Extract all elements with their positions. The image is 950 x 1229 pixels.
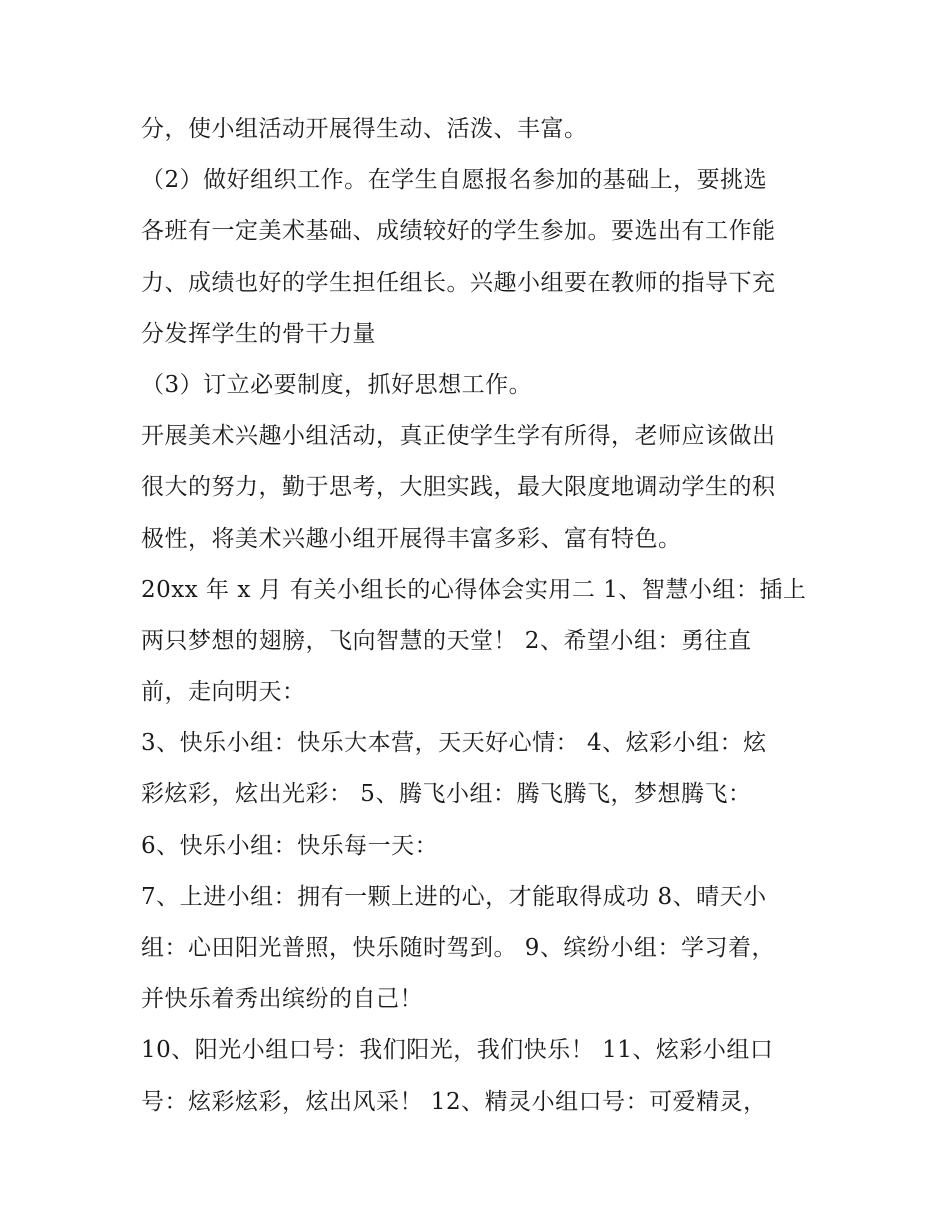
text-line: 组：心田阳光普照，快乐随时驾到。 9、缤纷小组：学习着， <box>141 935 775 961</box>
text-line: 10、阳光小组口号：我们阳光，我们快乐！ 11、炫彩小组口 <box>141 1037 774 1064</box>
text-line: 开展美术兴趣小组活动，真正使学生学有所得，老师应该做出 <box>141 423 776 450</box>
text-line: 分发挥学生的骨干力量 <box>141 320 376 347</box>
text-line: 7、上进小组：拥有一颗上进的心，才能取得成功 8、晴天小 <box>141 883 767 910</box>
text-line: 很大的努力，勤于思考，大胆实践，最大限度地调动学生的积 <box>141 474 776 501</box>
text-line: （2）做好组织工作。在学生自愿报名参加的基础上，要挑选 <box>141 167 768 194</box>
text-line: 极性，将美术兴趣小组开展得丰富多彩、富有特色。 <box>141 525 682 552</box>
text-line: 各班有一定美术基础、成绩较好的学生参加。要选出有工作能 <box>141 218 776 245</box>
text-line: 分，使小组活动开展得生动、活泼、丰富。 <box>141 116 588 142</box>
text-line: 前，走向明天： <box>141 679 306 706</box>
text-line: 彩炫彩，炫出光彩： 5、腾飞小组：腾飞腾飞，梦想腾飞： <box>141 781 752 808</box>
text-line: 力、成绩也好的学生担任组长。兴趣小组要在教师的指导下充 <box>141 269 776 296</box>
text-line: 两只梦想的翅膀，飞向智慧的天堂！ 2、希望小组：勇往直 <box>141 627 752 654</box>
text-line: 20xx 年 x 月 有关小组长的心得体会实用二 1、智慧小组：插上 <box>141 576 807 603</box>
text-line: 3、快乐小组：快乐大本营，天天好心情： 4、炫彩小组：炫 <box>141 730 767 757</box>
text-line: 并快乐着秀出缤纷的自己！ <box>141 986 423 1013</box>
text-line: 号：炫彩炫彩，炫出风采！ 12、精灵小组口号：可爱精灵， <box>141 1088 767 1115</box>
text-line: 6、快乐小组：快乐每一天： <box>141 832 439 859</box>
text-line: （3）订立必要制度，抓好思想工作。 <box>141 371 533 398</box>
document-body <box>141 104 821 1128</box>
